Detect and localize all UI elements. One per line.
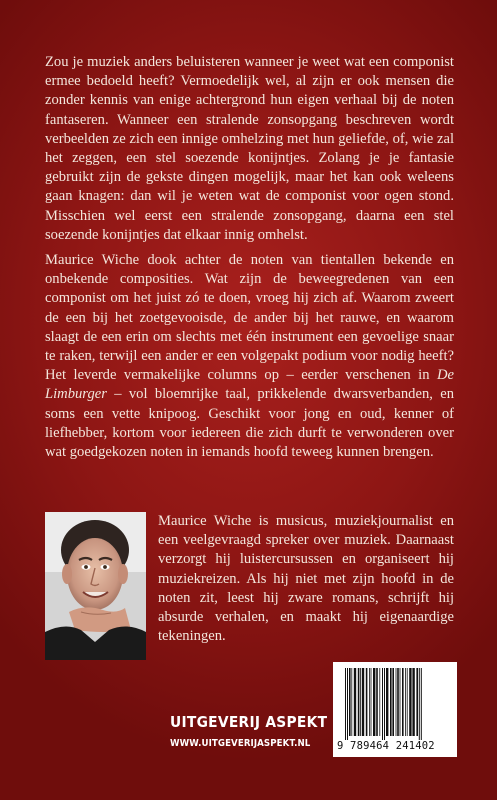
isbn-number: 9 789464 241402	[337, 740, 435, 752]
barcode-bar	[382, 668, 383, 740]
barcode-bar	[347, 668, 348, 740]
barcode-bar	[351, 668, 352, 736]
barcode-bar	[409, 668, 411, 736]
barcode-bar	[392, 668, 394, 736]
barcode-bar	[407, 668, 408, 736]
description-text-part2: – vol bloemrijke taal, prikkelende dwarsverbanden, en soms een vette knipoog. Geschikt voor jong en oud, kenner of liefhebber, kortom voor iedereen die zich durft te verwonderen over wat goedgekozen noten in iemands hoofd teweeg kunnen brengen.	[45, 386, 454, 461]
publisher-website: WWW.UITGEVERIJASPEKT.NL	[170, 738, 311, 749]
intro-paragraph: Zou je muziek anders beluisteren wanneer je weet wat een componist ermee bedoeld heeft? Vermoedelijk wel, al zijn er ook mensen die zonder kennis van enige achtergrond hun eigen verhaal bij de noten fantaseren. Wanneer een stralende zonsopgang beschreven wordt verbeelden ze zich een innige omhelzing met hun geliefde, of, wie zal het zeggen, een stel soezende konijntjes. Zolang je je fantasie gebruikt zijn de gekste dingen mogelijk, maar het kan ook weleens gaan knagen: dan wil je weten wat de componist voor ogen stond. Misschien wel eerst een stralende zonsopgang, daarna een stel soezende konijntjes dat elkaar innig omhelst.	[45, 54, 454, 243]
publisher-logo: UITGEVERIJ ASPEKT	[170, 713, 328, 731]
author-bio: Maurice Wiche is musicus, muziekjournalist en een veelgevraagd spreker over muziek. Daarnaast verzorgt hij luistercursussen en organiseert hij muziekreizen. Als hij niet met zijn hoofd in de noten zit, leest hij zware romans, schrijft hij absurde verhalen, en maakt hij eigenaardige tekeningen.	[158, 513, 454, 645]
description-paragraph	[45, 251, 454, 462]
barcode-bar	[384, 668, 385, 740]
barcode-bar	[376, 668, 378, 736]
barcode-bar	[412, 668, 414, 736]
barcode-bar	[405, 668, 406, 736]
barcode-bar	[360, 668, 361, 736]
barcode-bar	[386, 668, 388, 736]
barcode-bar	[379, 668, 380, 736]
barcode-bar	[345, 668, 346, 740]
barcode-bar	[371, 668, 372, 736]
barcode-bar	[421, 668, 422, 740]
newspaper-title: De Limburger	[45, 367, 454, 403]
barcode-bar	[358, 668, 360, 736]
barcode-bar	[402, 668, 404, 736]
isbn-barcode	[333, 662, 457, 757]
barcode-bar	[362, 668, 364, 736]
barcode-bar	[419, 668, 420, 740]
barcode-bar	[354, 668, 356, 736]
barcode-bar	[366, 668, 368, 736]
barcode-bar	[397, 668, 399, 736]
description-text-part1: Maurice Wiche dook achter de noten van tientallen bekende en onbekende composities. Wat zijn de beweegredenen van een componist om het juist zó te doen, vroeg hij zich af. Waarom zweert de een bij het zoetgevooisde, de ander bij het rauwe, en waarom slaagt de een erin om slechts met één instrument een gevoelige snaar te raken, terwijl een ander er een volgepakt podium voor nodig heeft? Het leverde vermakelijke columns op – eerder verschenen in	[45, 252, 454, 384]
barcode-bar	[400, 668, 401, 736]
author-photo	[45, 512, 146, 660]
barcode-bar	[373, 668, 375, 736]
barcode-bar	[349, 668, 351, 736]
barcode-bar	[369, 668, 370, 736]
barcode-bar	[396, 668, 397, 736]
barcode-bar	[390, 668, 392, 736]
barcode-bar	[416, 668, 418, 736]
